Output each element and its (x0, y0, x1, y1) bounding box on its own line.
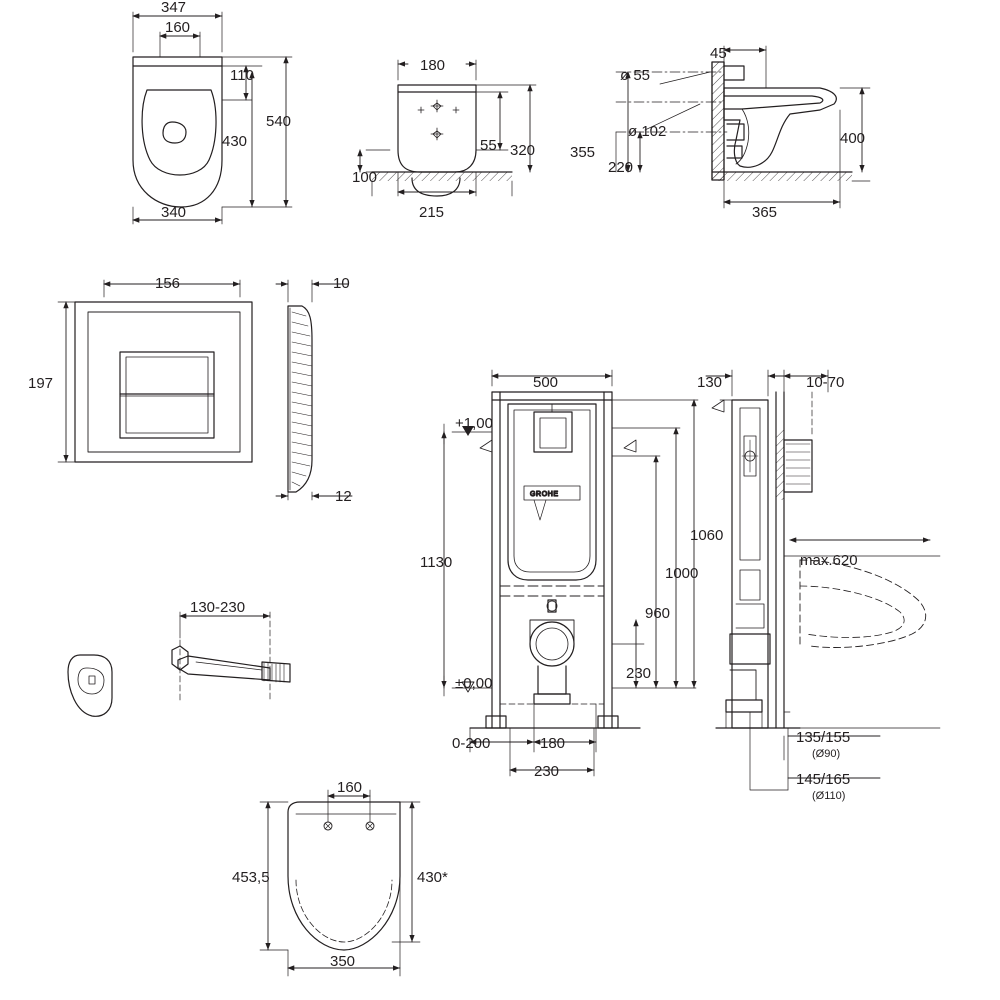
dim-135-155: 135/155 (796, 729, 851, 746)
dim-130-230: 130-230 (190, 599, 246, 616)
dim-180: 180 (420, 57, 446, 74)
dim-365: 365 (752, 204, 778, 221)
dim-215: 215 (419, 204, 445, 221)
wc-seat-top-view (260, 790, 420, 976)
dim-110: 110 (230, 67, 254, 84)
dim-45: 45 (710, 45, 727, 62)
dim-12: 12 (335, 488, 352, 505)
flush-plate-front-view (58, 280, 252, 462)
dim-plus-1: +1,00 (455, 415, 493, 432)
dim-320: 320 (510, 142, 536, 159)
dim-145-165: 145/165 (796, 771, 851, 788)
dim-960: 960 (645, 605, 671, 622)
dim-230-b: 230 (534, 763, 560, 780)
wall-bracket-view (68, 612, 290, 716)
dim-130: 130 (697, 374, 723, 391)
dim-500: 500 (533, 374, 559, 391)
dim-400: 400 (840, 130, 866, 147)
dim-10-70: 10-70 (806, 374, 845, 391)
dim-1130: 1130 (420, 554, 453, 571)
dim-55: 55 (480, 137, 497, 154)
dim-100: 100 (352, 169, 378, 186)
dim-dia-90: (Ø90) (812, 748, 841, 760)
dim-340: 340 (161, 204, 187, 221)
dim-dia-102: ø 102 (628, 123, 667, 140)
dim-180-b: 180 (540, 735, 566, 752)
dim-355: 355 (570, 144, 596, 161)
dim-1060: 1060 (690, 527, 724, 544)
dim-160-top: 160 (165, 19, 191, 36)
dim-540: 540 (266, 113, 292, 130)
dim-dia-55: ø 55 (620, 67, 651, 84)
dim-seat-430: 430* (417, 869, 448, 886)
brand-label: GROHE (530, 491, 559, 498)
dim-max-620: max.620 (800, 552, 858, 569)
dim-230-a: 230 (626, 665, 652, 682)
dim-0-200: 0-200 (452, 735, 491, 752)
dim-197: 197 (28, 375, 54, 392)
dim-seat-160: 160 (337, 779, 363, 796)
dim-seat-350: 350 (330, 953, 356, 970)
installation-frame-side-view (706, 370, 940, 790)
dim-dia-110: (Ø110) (812, 790, 846, 802)
dim-seat-453-5: 453,5 (232, 869, 270, 886)
dim-zero: ±0,00 (455, 675, 493, 692)
dim-347: 347 (161, 0, 187, 16)
dim-430: 430 (222, 133, 248, 150)
dim-10: 10 (333, 275, 350, 292)
wc-pan-front-view (360, 60, 536, 196)
flush-plate-side-view (276, 280, 352, 500)
dim-1000: 1000 (665, 565, 699, 582)
dim-156: 156 (155, 275, 181, 292)
dim-220: 220 (608, 159, 634, 176)
